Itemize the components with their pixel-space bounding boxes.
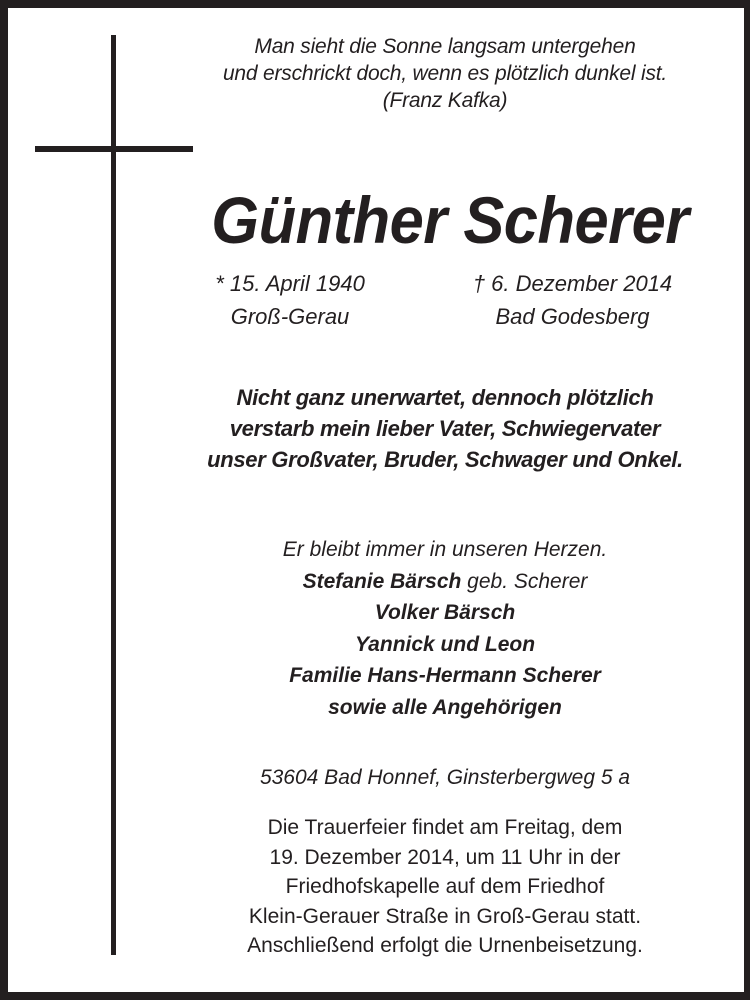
quote-line: und erschrickt doch, wenn es plötzlich dunkel ist.: [222, 62, 668, 85]
cross-icon-vertical-bar: [111, 35, 116, 955]
kafka-quote: [150, 33, 740, 114]
death-announcement: [150, 382, 740, 475]
service-line: Friedhofskapelle auf dem Friedhof: [285, 875, 605, 898]
mourner-entry: Volker Bärsch: [374, 601, 516, 624]
deceased-name: Günther Scherer: [211, 183, 689, 257]
quote-line: Man sieht die Sonne langsam untergehen: [254, 35, 636, 58]
mourner-entry: Yannick und Leon: [354, 632, 536, 656]
mourner-maiden-name: geb. Scherer: [461, 569, 588, 593]
quote-author: (Franz Kafka): [382, 89, 508, 112]
mourners-list: [150, 534, 740, 723]
mourner-entry: Familie Hans-Hermann Scherer: [289, 664, 601, 687]
mourner-name: Stefanie Bärsch: [302, 569, 462, 593]
death-place: Bad Godesberg: [495, 304, 650, 329]
service-line: Klein-Gerauer Straße in Groß-Gerau statt.: [248, 904, 642, 928]
announcement-line: Nicht ganz unerwartet, dennoch plötzlich: [236, 385, 654, 410]
mourner-entry: sowie alle Angehörigen: [328, 695, 562, 719]
announcement-line: unser Großvater, Bruder, Schwager und Onkel.: [207, 447, 683, 472]
mourner-entry: [150, 566, 740, 598]
service-line: 19. Dezember 2014, um 11 Uhr in der: [269, 845, 621, 869]
service-line: Anschließend erfolgt die Urnenbeisetzung.: [247, 934, 643, 957]
death-date: † 6. Dezember 2014: [472, 271, 673, 296]
cross-icon-horizontal-bar: [35, 146, 193, 152]
birth-info: [190, 267, 390, 333]
mourners-intro: Er bleibt immer in unseren Herzen.: [282, 538, 608, 561]
family-address: 53604 Bad Honnef, Ginsterbergweg 5 a: [259, 766, 631, 789]
birth-place: Groß-Gerau: [230, 304, 350, 329]
announcement-line: verstarb mein lieber Vater, Schwiegervater: [229, 416, 661, 441]
funeral-service-info: [150, 813, 740, 961]
death-info: [440, 267, 705, 333]
service-line: Die Trauerfeier findet am Freitag, dem: [267, 816, 623, 839]
birth-date: * 15. April 1940: [215, 271, 365, 296]
